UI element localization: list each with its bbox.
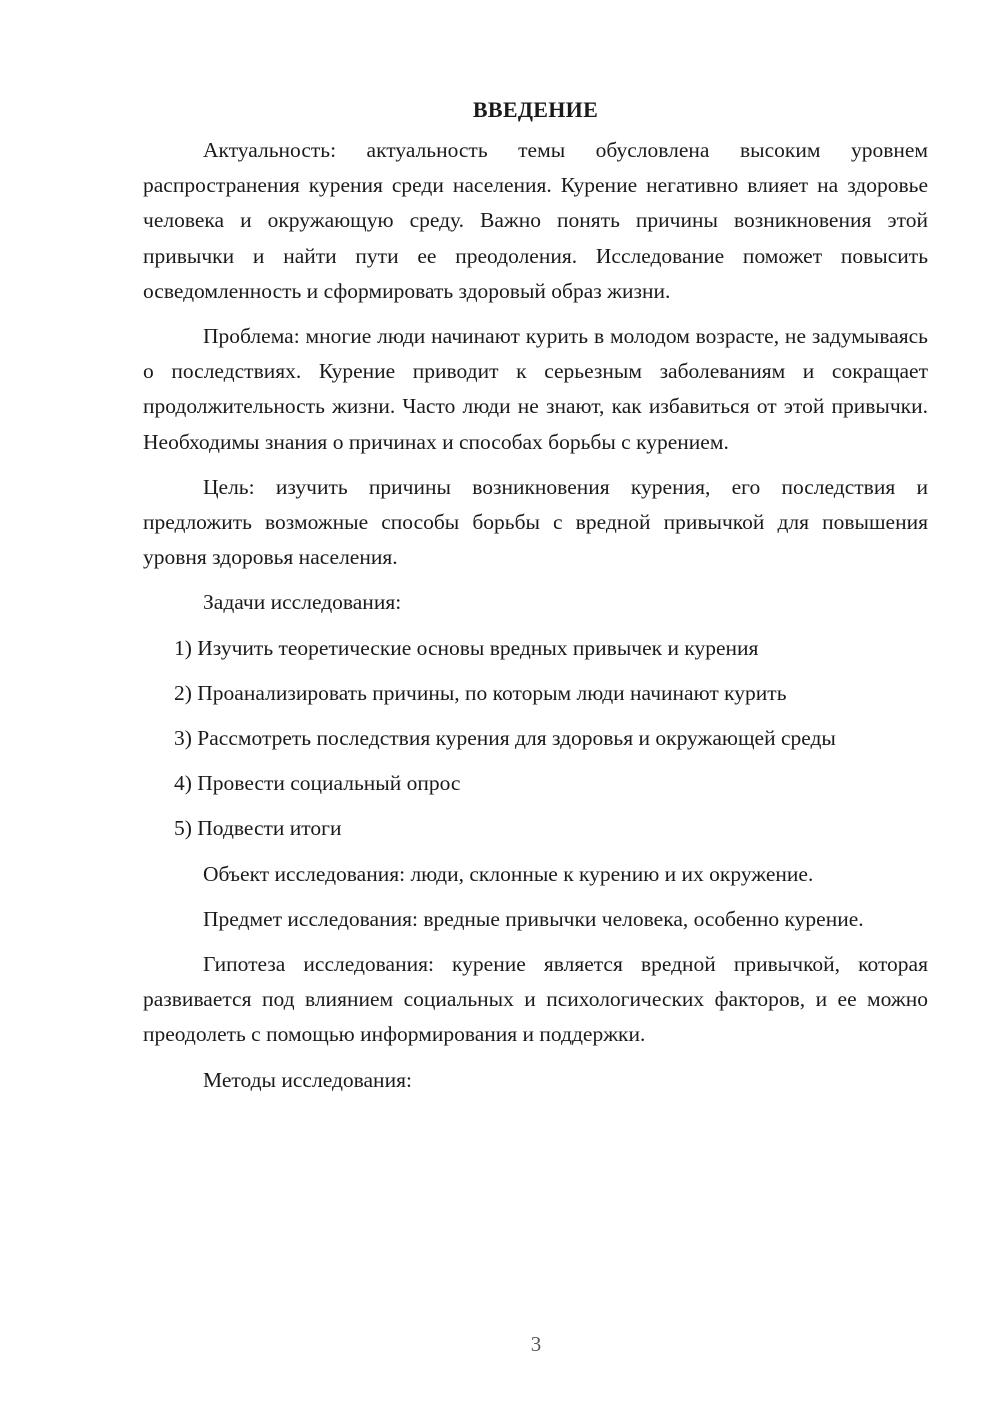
task-item: 3) Рассмотреть последствия курения для здоровья и окружающей среды <box>174 726 836 751</box>
tasks-title: Задачи исследования: <box>203 590 402 615</box>
page-number: 3 <box>530 1332 542 1356</box>
page-title: ВВЕДЕНИЕ <box>472 97 599 122</box>
task-item: 2) Проанализировать причины, по которым люди начинают курить <box>174 680 787 705</box>
task-item: 1) Изучить теоретические основы вредных привычек и курения <box>174 635 759 660</box>
document-page <box>143 92 928 1108</box>
task-item: 5) Подвести итоги <box>174 816 342 841</box>
methods-title: Методы исследования: <box>203 1067 412 1092</box>
problem-paragraph: Проблема: многие люди начинают курить в молодом возрасте, не задумываясь о последствиях. Курение приводит к серьезным заболеваниям и сокращает продолжительность жизни. Часто люди не знают, как избавиться от этой привычки. Необходимы знания о причинах и способах борьбы с курением. <box>143 324 928 454</box>
relevance-paragraph: Актуальность: актуальность темы обусловлена высоким уровнем распространения курения среди населения. Курение негативно влияет на здоровье человека и окружающую среду. Важно понять причины возникновения этой привычки и найти пути ее преодоления. Исследование поможет повысить осведомленность и сформировать здоровый образ жизни. <box>143 138 928 303</box>
object-paragraph: Объект исследования: люди, склонные к курению и их окружение. <box>203 861 814 886</box>
subject-paragraph: Предмет исследования: вредные привычки человека, особенно курение. <box>203 906 864 931</box>
hypothesis-paragraph: Гипотеза исследования: курение является вредной привычкой, которая развивается под влиянием социальных и психологических факторов, и ее можно преодолеть с помощью информирования и поддержки. <box>143 952 928 1047</box>
task-item: 4) Провести социальный опрос <box>174 771 461 796</box>
tasks-list <box>143 631 928 847</box>
goal-paragraph: Цель: изучить причины возникновения курения, его последствия и предложить возможные способы борьбы с вредной привычкой для повышения уровня здоровья населения. <box>143 474 928 570</box>
